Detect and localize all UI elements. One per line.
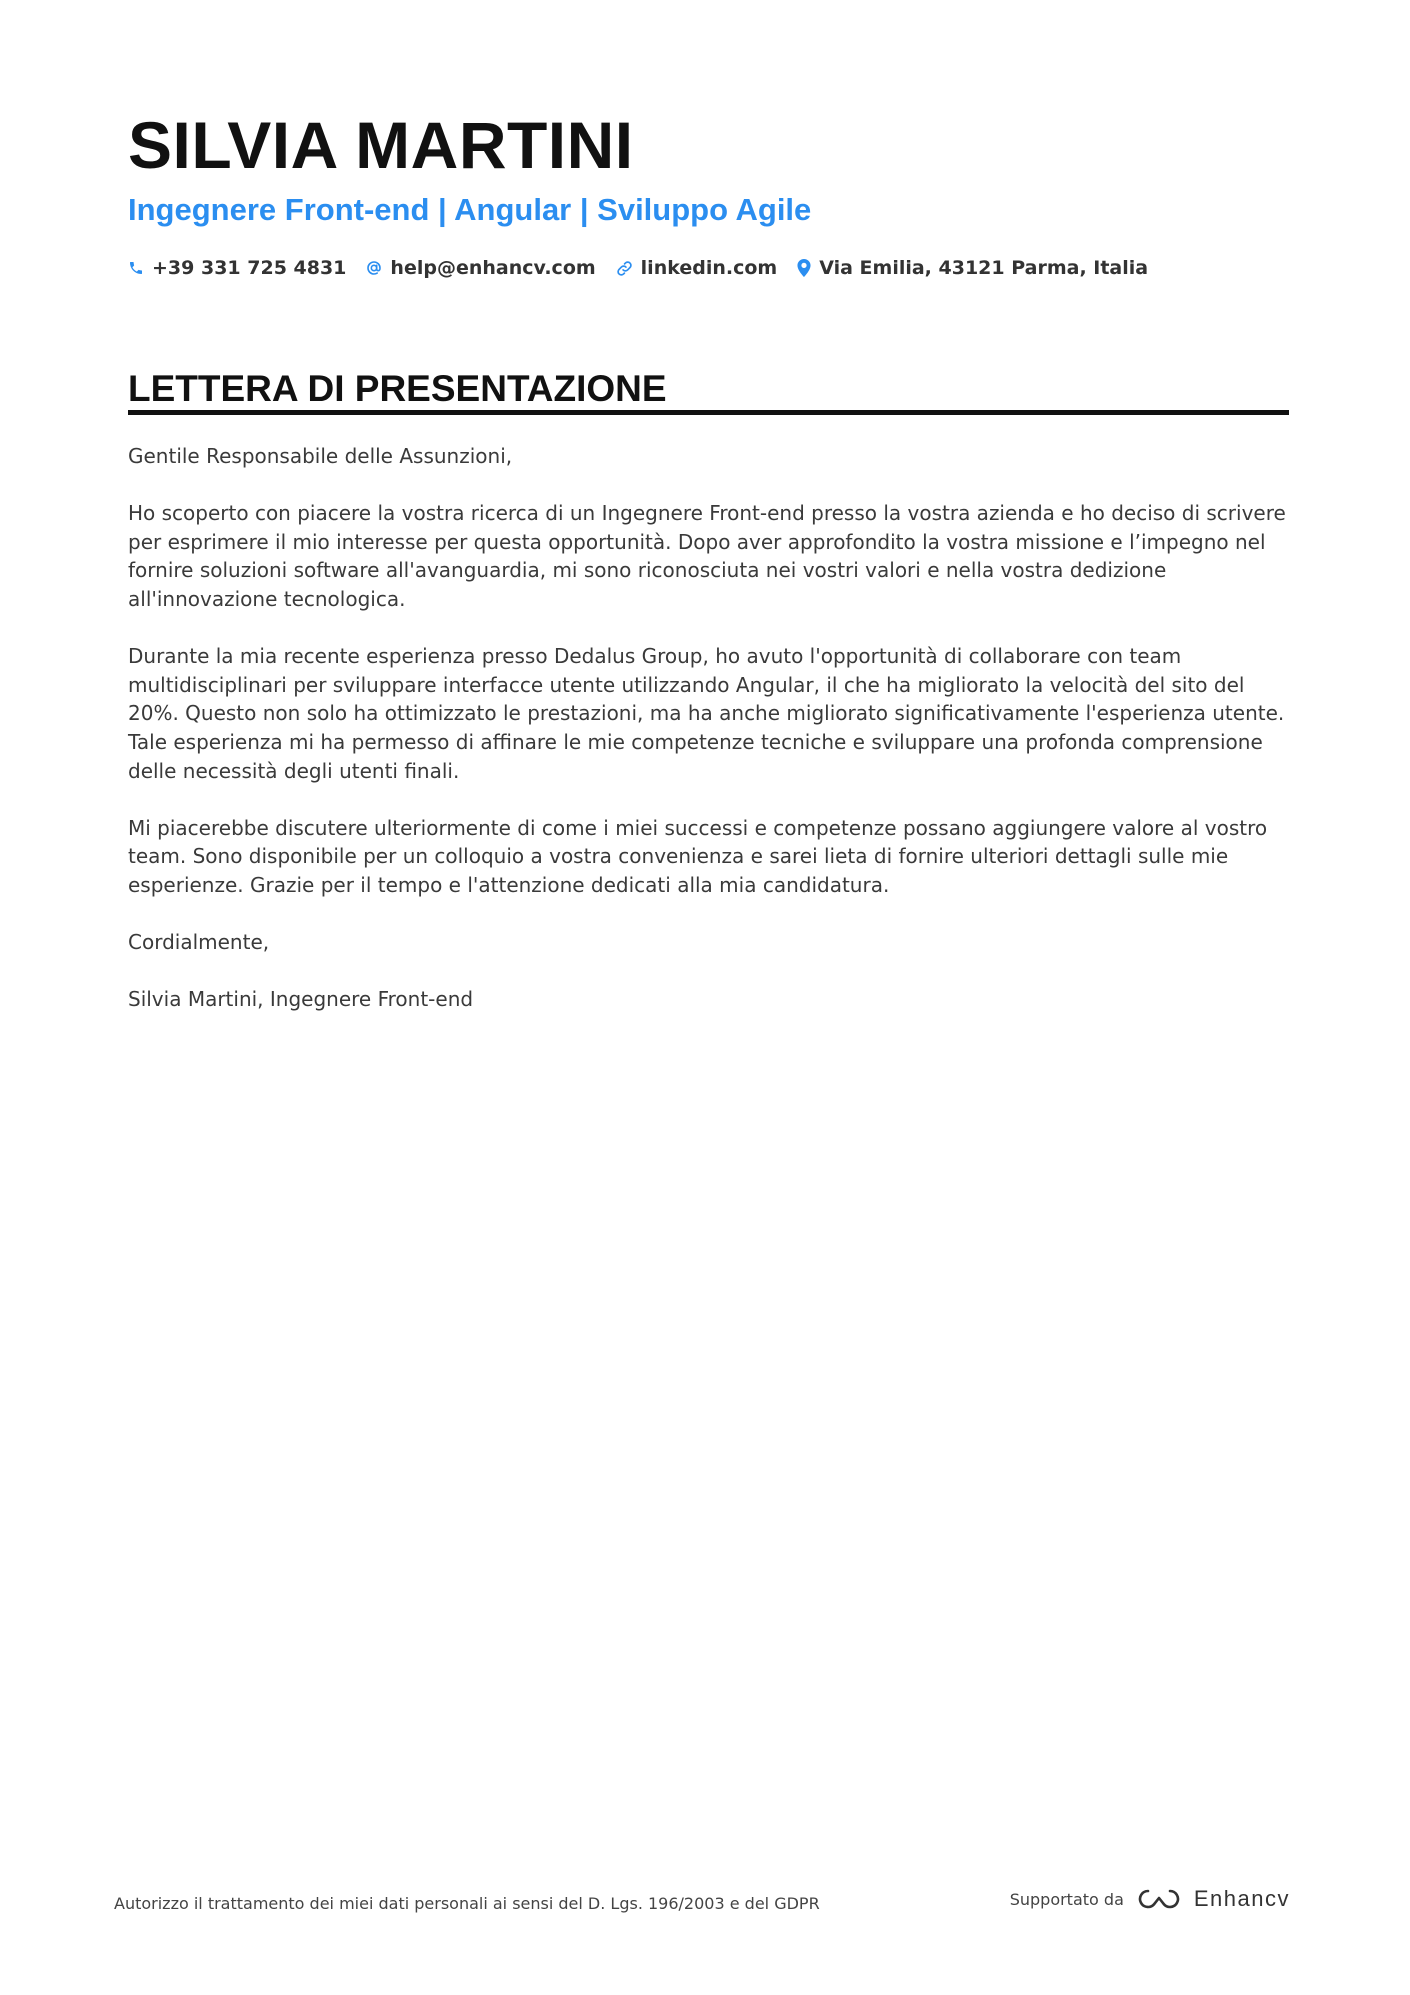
link-icon xyxy=(616,260,633,277)
contact-linkedin-text: linkedin.com xyxy=(640,257,778,279)
contact-phone[interactable] xyxy=(128,254,346,282)
contact-bar xyxy=(128,254,1148,282)
section-title: LETTERA DI PRESENTAZIONE xyxy=(128,368,667,409)
letter-greeting: Gentile Responsabile delle Assunzioni, xyxy=(128,444,513,468)
candidate-name: SILVIA MARTINI xyxy=(128,108,634,182)
section-divider xyxy=(128,410,1289,415)
location-pin-icon xyxy=(797,259,811,277)
contact-address xyxy=(797,254,1148,282)
contact-linkedin[interactable] xyxy=(616,254,778,282)
contact-phone-text: +39 331 725 4831 xyxy=(152,257,347,279)
powered-by-label: Supportato da xyxy=(1009,1889,1124,1909)
letter-paragraph: Ho scoperto con piacere la vostra ricerca di un Ingegnere Front-end presso la vostra azienda e ho deciso di scrivere per esprimere il mio interesse per questa opportunità. Dopo aver approfondito la vostra missione e l’impegno nel fornire soluzioni software all'avanguardia, mi sono riconosciuta nei vostri valori e nella vostra dedizione all'innovazione tecnologica. xyxy=(128,501,1286,611)
contact-email-text: help@enhancv.com xyxy=(390,257,596,279)
candidate-headline: Ingegnere Front-end | Angular | Sviluppo Agile xyxy=(128,192,812,227)
enhancv-logo-icon xyxy=(1136,1887,1182,1911)
privacy-consent-note: Autorizzo il trattamento dei miei dati personali ai sensi del D. Lgs. 196/2003 e del GDPR xyxy=(114,1894,820,1913)
letter-paragraph: Durante la mia recente esperienza presso Dedalus Group, ho avuto l'opportunità di collaborare con team multidisciplinari per sviluppare interfacce utente utilizzando Angular, il che ha migliorato la velocità del sito del 20%. Questo non solo ha ottimizzato le prestazioni, ma ha anche migliorato significativamente l'esperienza utente. Tale esperienza mi ha permesso di affinare le mie competenze tecniche e sviluppare una profonda comprensione delle necessità degli utenti finali. xyxy=(128,644,1285,783)
contact-address-text: Via Emilia, 43121 Parma, Italia xyxy=(819,257,1149,279)
at-icon xyxy=(366,260,382,276)
contact-email[interactable] xyxy=(366,254,595,282)
enhancv-brand-name: Enhancv xyxy=(1193,1886,1290,1911)
phone-icon xyxy=(128,260,144,276)
letter-closing: Cordialmente, xyxy=(128,930,270,955)
letter-paragraph: Mi piacerebbe discutere ulteriormente di come i miei successi e competenze possano aggiungere valore al vostro team. Sono disponibile per un colloquio a vostra convenienza e sarei lieta di fornire ulteriori dettagli sulle mie esperienze. Grazie per il tempo e l'attenzione dedicati alla mia candidatura. xyxy=(128,815,1268,897)
powered-by[interactable] xyxy=(1010,1886,1290,1912)
letter-body xyxy=(128,442,1293,1042)
letter-signature: Silvia Martini, Ingegnere Front-end xyxy=(128,987,474,1012)
